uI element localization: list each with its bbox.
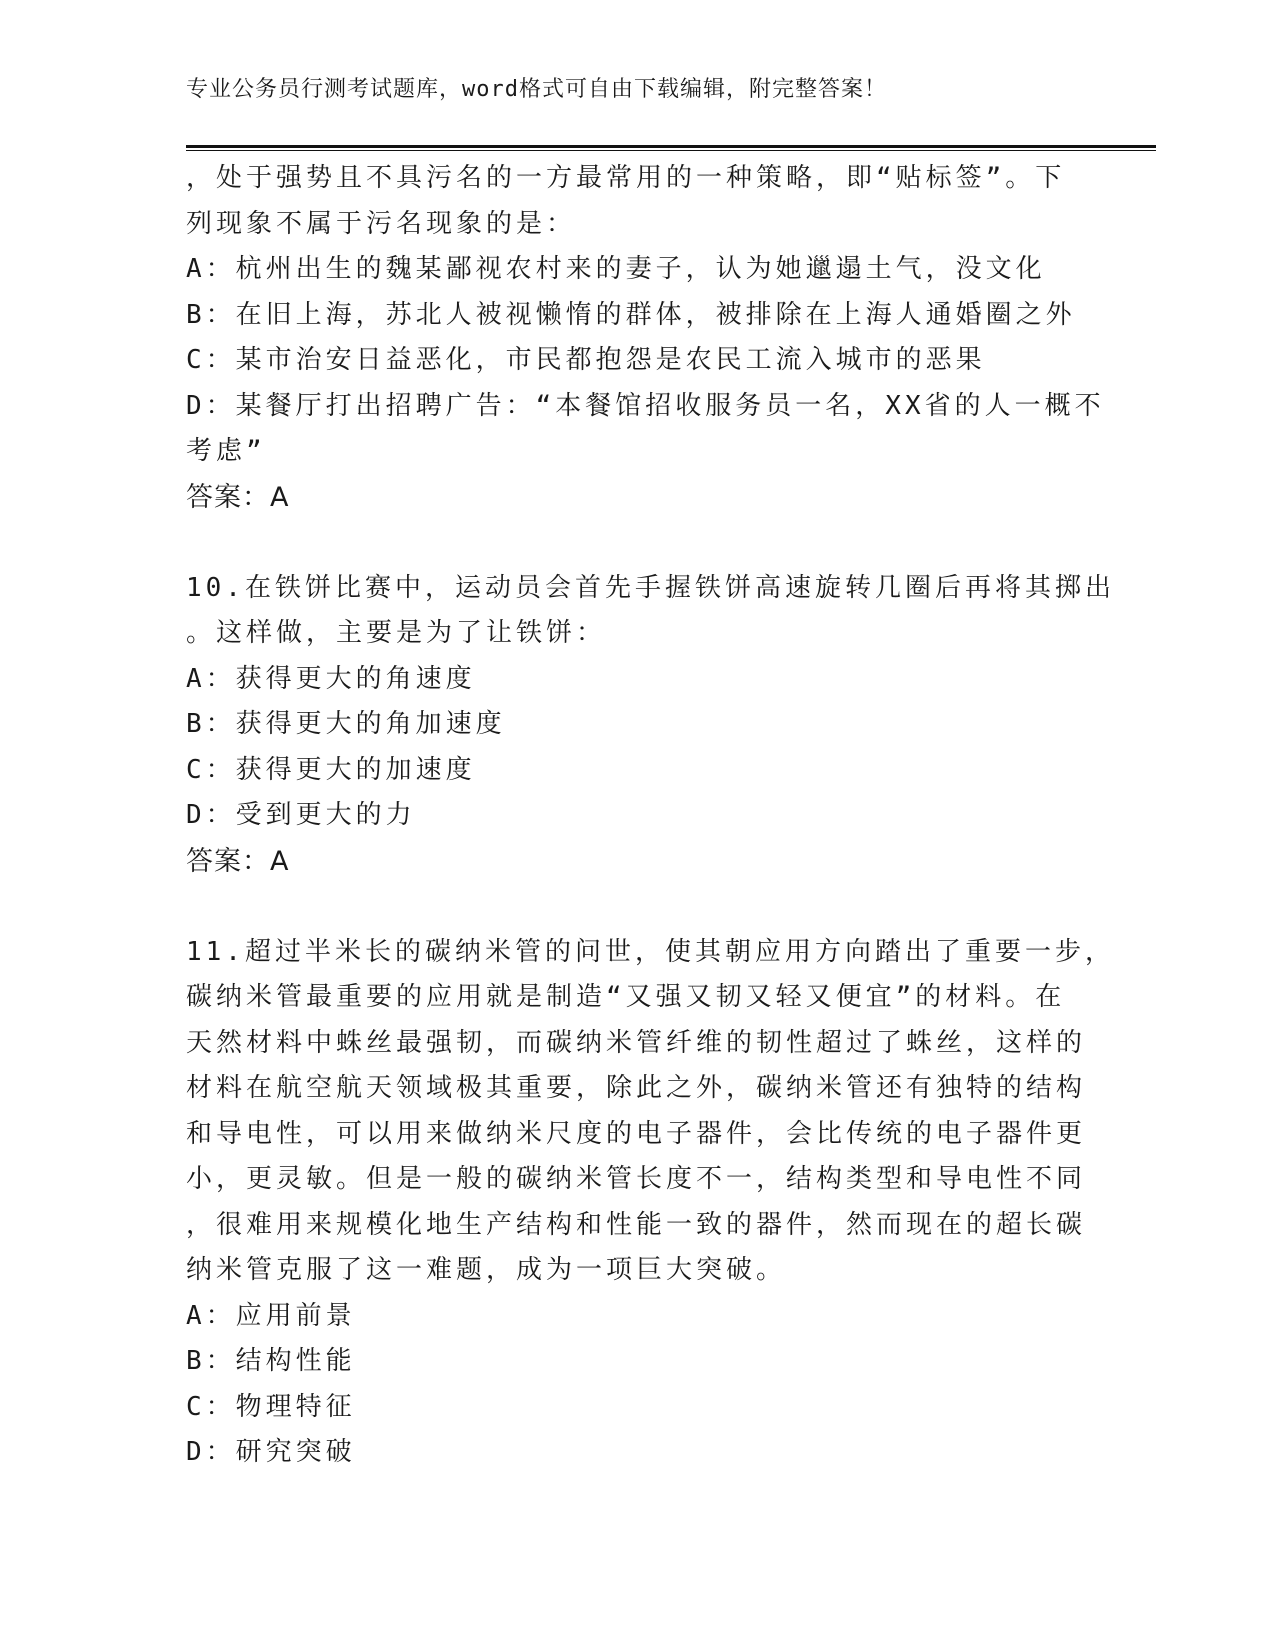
option-d-line: D：某餐厅打出招聘广告：“本餐馆招收服务员一名，XX省的人一概不	[186, 390, 1105, 421]
option-a: A：应用前景	[186, 1300, 356, 1331]
header-divider	[186, 145, 1156, 151]
question-stem-line: ，处于强势且不具污名的一方最常用的一种策略，即“贴标签”。下	[186, 163, 1066, 193]
question-stem-line: 纳米管克服了这一难题，成为一项巨大突破。	[186, 1255, 787, 1285]
document-body	[186, 156, 1115, 1476]
option-d-line: 考虑”	[186, 436, 266, 466]
question-stem-line: 。这样做，主要是为了让铁饼：	[186, 618, 607, 648]
question-stem-line: ，很难用来规模化地生产结构和性能一致的器件，然而现在的超长碳	[186, 1209, 1087, 1240]
option-c: C：物理特征	[186, 1391, 356, 1422]
answer-label: 答案：A	[186, 845, 290, 877]
option-a: A：杭州出生的魏某鄙视农村来的妻子，认为她邋遢土气，没文化	[186, 254, 1046, 284]
question-stem-line: 天然材料中蛛丝最强韧，而碳纳米管纤维的韧性超过了蛛丝，这样的	[186, 1027, 1087, 1058]
page-header: 专业公务员行测考试题库，word格式可自由下载编辑，附完整答案！	[186, 77, 887, 102]
question-stem-line: 11.超过半米长的碳纳米管的问世，使其朝应用方向踏出了重要一步，	[186, 936, 1115, 967]
question-stem-line: 小，更灵敏。但是一般的碳纳米管长度不一，结构类型和导电性不同	[186, 1164, 1087, 1194]
question-stem-line: 10.在铁饼比赛中，运动员会首先手握铁饼高速旋转几圈后再将其掷出	[186, 572, 1115, 603]
question-stem-line: 列现象不属于污名现象的是：	[186, 208, 577, 239]
question-11	[186, 930, 1115, 1476]
option-c: C：某市治安日益恶化，市民都抱怨是农民工流入城市的恶果	[186, 345, 986, 375]
option-c: C：获得更大的加速度	[186, 754, 476, 785]
question-10	[186, 566, 1115, 885]
option-b: B：结构性能	[186, 1346, 356, 1376]
question-stem-line: 和导电性，可以用来做纳米尺度的电子器件，会比传统的电子器件更	[186, 1118, 1087, 1149]
spacer	[186, 520, 1086, 566]
option-b: B：在旧上海，苏北人被视懒惰的群体，被排除在上海人通婚圈之外	[186, 299, 1076, 330]
question-stem-line: 碳纳米管最重要的应用就是制造“又强又韧又轻又便宜”的材料。在	[186, 982, 1066, 1012]
option-d: D：研究突破	[186, 1437, 356, 1467]
spacer	[186, 884, 1086, 930]
question-9	[186, 156, 1105, 520]
option-b: B：获得更大的角加速度	[186, 709, 506, 739]
answer-label: 答案：A	[186, 481, 290, 513]
option-a: A：获得更大的角速度	[186, 663, 476, 694]
option-d: D：受到更大的力	[186, 800, 416, 830]
question-stem-line: 材料在航空航天领域极其重要，除此之外，碳纳米管还有独特的结构	[186, 1073, 1087, 1103]
